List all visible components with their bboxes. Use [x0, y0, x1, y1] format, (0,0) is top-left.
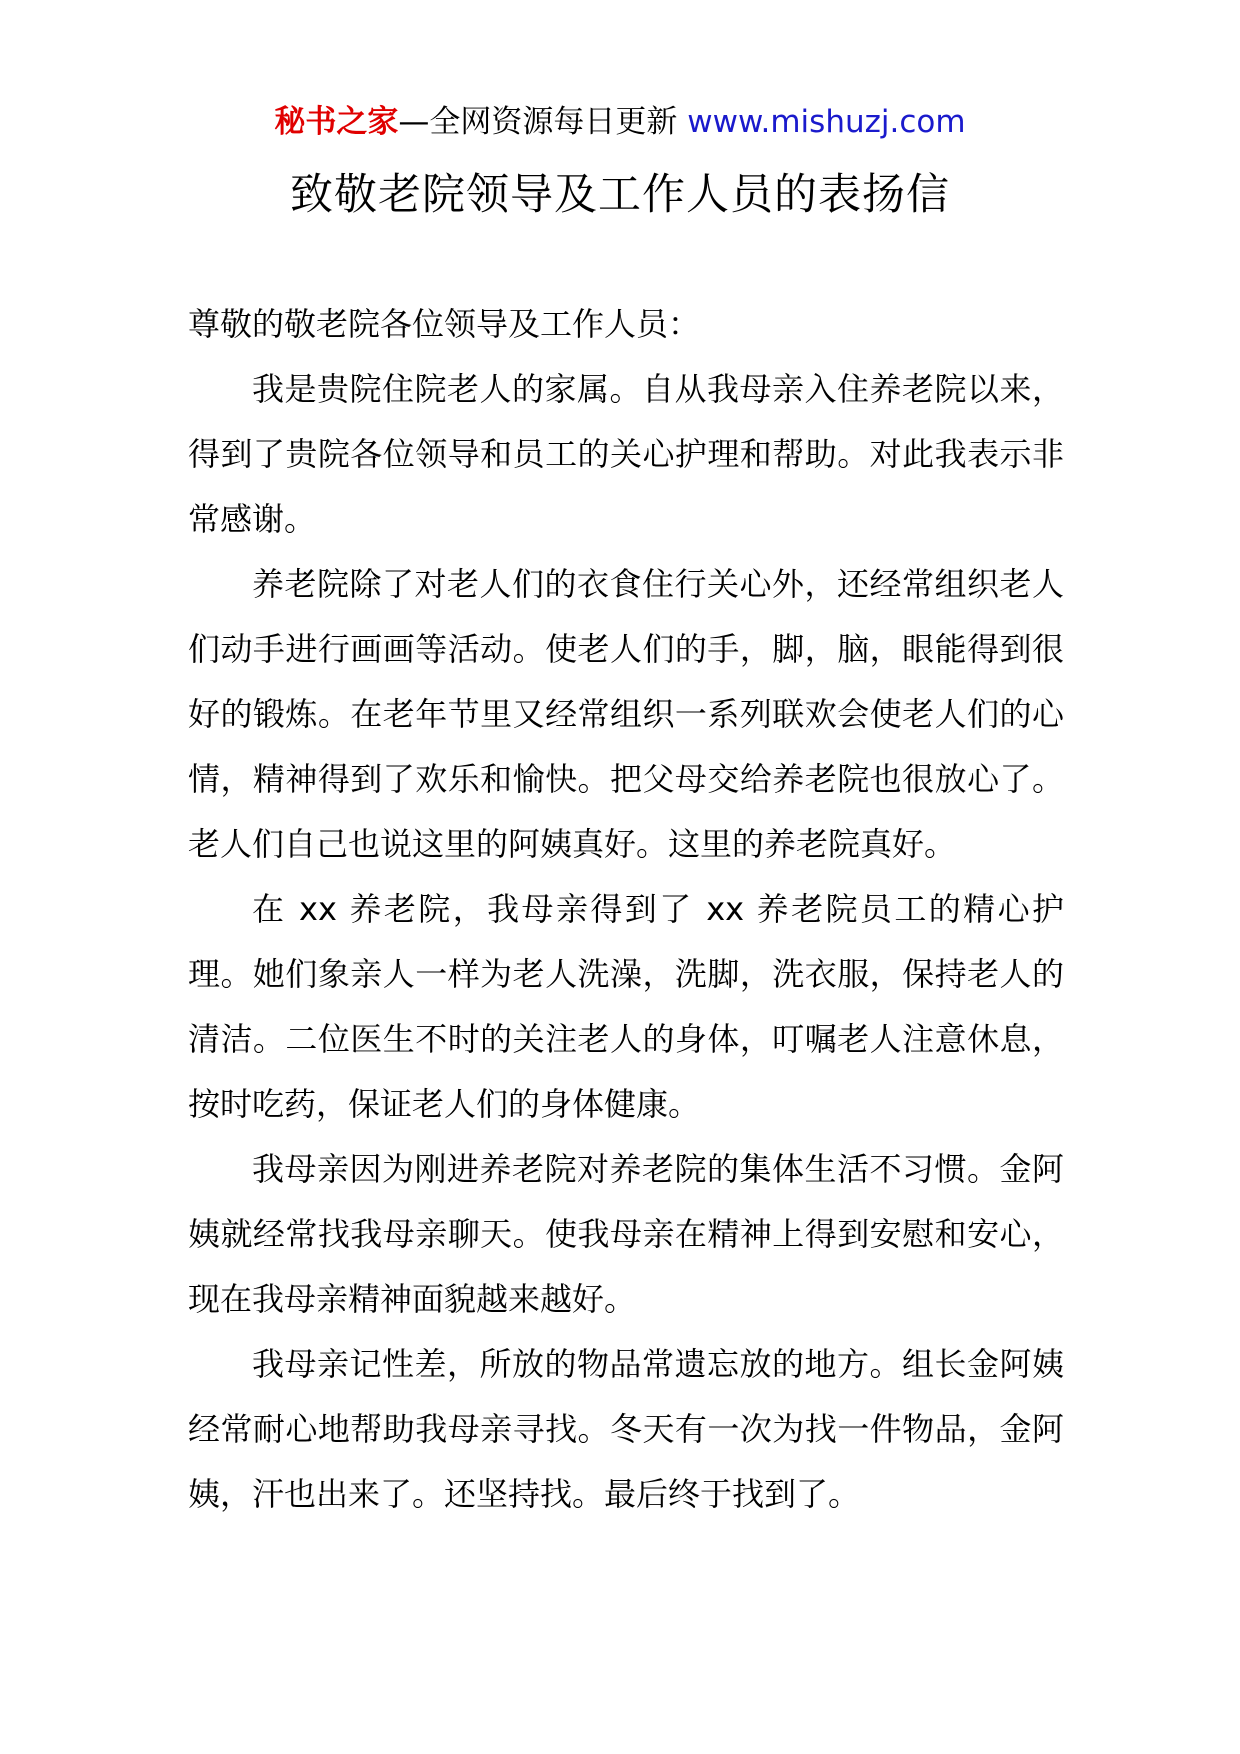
paragraph: 我母亲记性差，所放的物品常遗忘放的地方。组长金阿姨经常耐心地帮助我母亲寻找。冬天有一次为找一件物品，金阿姨，汗也出来了。还坚持找。最后终于找到了。 — [188, 1345, 1064, 1513]
site-header — [0, 100, 1240, 144]
letter-body — [188, 292, 1064, 1527]
salutation: 尊敬的敬老院各位领导及工作人员： — [188, 305, 701, 343]
paragraph: 我母亲因为刚进养老院对养老院的集体生活不习惯。金阿姨就经常找我母亲聊天。使我母亲在精神上得到安慰和安心，现在我母亲精神面貌越来越好。 — [188, 1150, 1064, 1318]
paragraph: 我是贵院住院老人的家属。自从我母亲入住养老院以来，得到了贵院各位领导和员工的关心护理和帮助。对此我表示非常感谢。 — [188, 370, 1064, 538]
paragraph: 在 xx 养老院，我母亲得到了 xx 养老院员工的精心护理。她们象亲人一样为老人洗澡，洗脚，洗衣服，保持老人的清洁。二位医生不时的关注老人的身体，叮嘱老人注意休息，按时吃药，保证老人们的身体健康。 — [188, 890, 1064, 1123]
document-title: 致敬老院领导及工作人员的表扬信 — [290, 170, 950, 220]
header-tagline: —全网资源每日更新 — [398, 104, 678, 140]
site-link[interactable]: www.mishuzj.com — [687, 104, 966, 140]
brand-name: 秘书之家 — [274, 104, 399, 140]
paragraph: 养老院除了对老人们的衣食住行关心外，还经常组织老人们动手进行画画等活动。使老人们的手，脚，脑，眼能得到很好的锻炼。在老年节里又经常组织一系列联欢会使老人们的心情，精神得到了欢乐和愉快。把父母交给养老院也很放心了。老人们自己也说这里的阿姨真好。这里的养老院真好。 — [188, 565, 1064, 863]
